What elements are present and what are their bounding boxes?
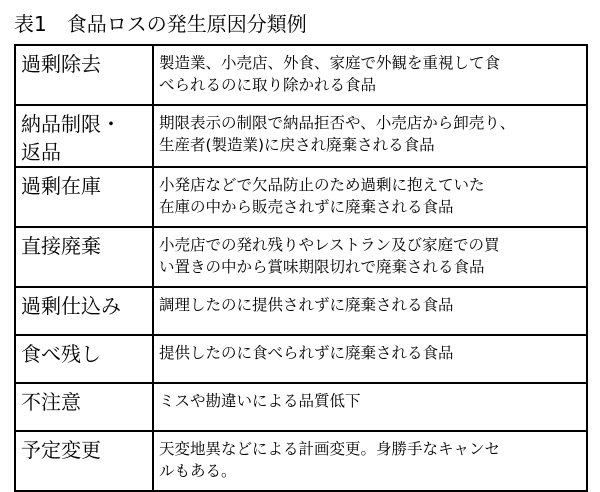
description-line: 天変地異などによる計画変更。身勝手なキャンセ	[159, 440, 501, 458]
category-cell	[15, 227, 153, 287]
category-cell	[15, 383, 153, 431]
category-cell	[15, 105, 153, 167]
table-row	[15, 45, 587, 105]
category-cell	[15, 431, 153, 491]
category-label: 返品	[21, 140, 61, 164]
category-label: 過剰除去	[21, 52, 101, 76]
description-line: い置きの中から賞味期限切れで廃棄される食品	[159, 258, 485, 276]
category-label: 直接廃棄	[21, 234, 101, 258]
table-row	[15, 431, 587, 491]
category-cell	[15, 287, 153, 335]
description-line: 製造業、小売店、外食、家庭で外観を重視して食	[159, 54, 501, 72]
food-loss-cause-table	[14, 44, 588, 492]
description-cell	[153, 105, 587, 167]
table-row	[15, 227, 587, 287]
description-line: ルもある。	[159, 462, 237, 480]
description-line: 調理したのに提供されずに廃棄される食品	[159, 296, 454, 314]
category-label: 納品制限・	[21, 112, 121, 136]
description-line: 小発店などで欠品防止のため過剰に抱えていた	[159, 176, 485, 194]
table-row	[15, 287, 587, 335]
description-line: 提供したのに食べられずに廃棄される食品	[159, 344, 454, 362]
description-cell	[153, 227, 587, 287]
description-line: ミスや勘違いによる品質低下	[159, 392, 361, 410]
description-cell	[153, 45, 587, 105]
description-line: 期限表示の制限で納品拒否や、小売店から卸売り、	[159, 114, 516, 132]
category-cell	[15, 167, 153, 227]
category-cell	[15, 45, 153, 105]
description-cell	[153, 335, 587, 383]
description-line: べられるのに取り除かれる食品	[159, 76, 377, 94]
category-label: 予定変更	[21, 438, 101, 462]
category-label: 過剰在庫	[21, 174, 101, 198]
category-label: 食べ残し	[21, 342, 101, 366]
description-line: 生産者(製造業)に戻され廃棄される食品	[159, 136, 435, 154]
description-cell	[153, 167, 587, 227]
description-cell	[153, 383, 587, 431]
description-line: 在庫の中から販売されずに廃棄される食品	[159, 198, 454, 216]
description-cell	[153, 431, 587, 491]
table-title: 表1 食品ロスの発生原因分類例	[14, 12, 307, 36]
category-label: 過剰仕込み	[21, 294, 121, 318]
category-cell	[15, 335, 153, 383]
description-line: 小売店での発れ残りやレストラン及び家庭での買	[159, 236, 500, 254]
table-row	[15, 335, 587, 383]
table-row	[15, 383, 587, 431]
category-label: 不注意	[21, 390, 81, 414]
table-row	[15, 105, 587, 167]
table-row	[15, 167, 587, 227]
description-cell	[153, 287, 587, 335]
